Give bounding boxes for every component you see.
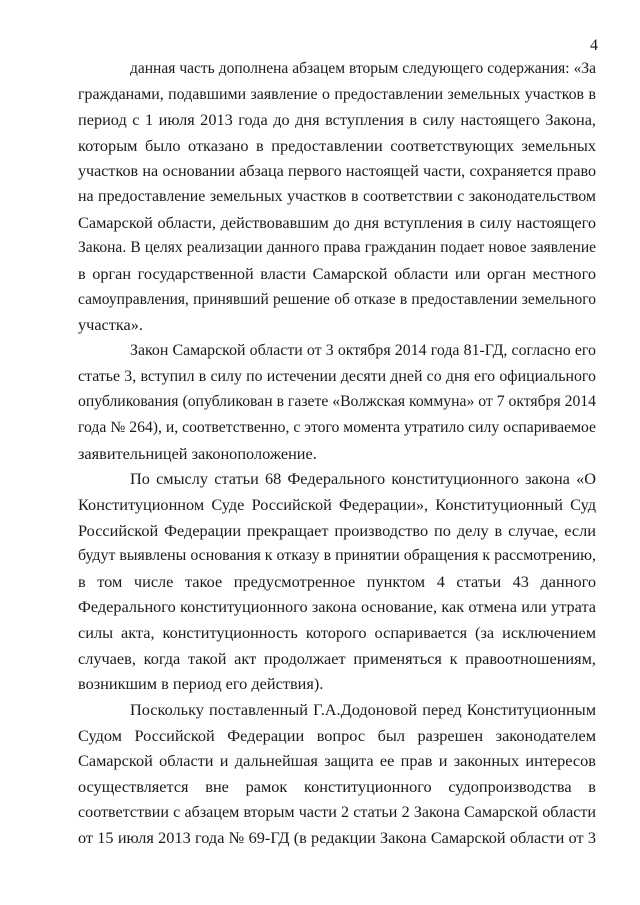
text-line: от 15 июля 2013 года № 69-ГД (в редакции Закона Самарской области от 3 xyxy=(78,828,596,848)
text-line: заявительницей законоположение. xyxy=(78,443,317,463)
text-line: статье 3, вступил в силу по истечении десяти дней со дня его официального xyxy=(78,367,596,385)
page-number: 4 xyxy=(590,37,598,54)
text-line: Закона. В целях реализации данного права гражданин подает новое заявление xyxy=(78,239,596,257)
text-line: гражданами, подавшими заявление о предоставлении земельных участков в xyxy=(78,85,596,103)
text-line: будут выявлены основания к отказу в принятии обращения к рассмотрению, xyxy=(78,547,596,565)
text-line: Самарской области и дальнейшая защита ее прав и законных интересов xyxy=(78,751,596,771)
text-line: года № 264), и, соответственно, с этого момента утратило силу оспариваемое xyxy=(78,418,596,436)
text-line: участка». xyxy=(78,315,143,335)
text-line: период с 1 июля 2013 года до дня вступления в силу настоящего Закона, xyxy=(78,110,596,130)
text-line: на предоставление земельных участков в соответствии с законодательством xyxy=(78,188,596,206)
text-line: По смыслу статьи 68 Федерального конституционного закона «О xyxy=(130,469,596,489)
text-line: в орган государственной власти Самарской области или орган местного xyxy=(78,264,596,284)
text-line: в том числе такое предусмотренное пунктом 4 статьи 43 данного xyxy=(78,571,596,591)
text-line: Судом Российской Федерации вопрос был разрешен законодателем xyxy=(78,725,596,745)
text-line: соответствии с абзацем вторым части 2 статьи 2 Закона Самарской области xyxy=(78,803,596,821)
text-line: участков на основании абзаца первого настоящей части, сохраняется право xyxy=(78,162,596,180)
text-line: Поскольку поставленный Г.А.Додоновой перед Конституционным xyxy=(130,700,596,720)
text-line: Федерального конституционного закона основание, как отмена или утрата xyxy=(78,597,596,617)
document-body xyxy=(78,56,596,851)
text-line: Закон Самарской области от 3 октября 2014 года 81-ГД, согласно его xyxy=(130,342,596,360)
text-line: данная часть дополнена абзацем вторым следующего содержания: «За xyxy=(130,60,596,77)
text-line: случаев, когда такой акт продолжает применяться к правоотношениям, xyxy=(78,648,596,668)
text-line: возникшим в период его действия). xyxy=(78,674,324,694)
text-line: Конституционном Суде Российской Федерации», Конституционный Суд xyxy=(78,494,596,514)
text-line: силы акта, конституционность которого оспаривается (за исключением xyxy=(78,623,596,643)
text-line: Российской Федерации прекращает производство по делу в случае, если xyxy=(78,520,596,540)
text-line: которым было отказано в предоставлении соответствующих земельных xyxy=(78,135,596,155)
text-line: опубликования (опубликован в газете «Волжская коммуна» от 7 октября 2014 xyxy=(78,393,596,411)
text-line: самоуправления, принявший решение об отказе в предоставлении земельного xyxy=(78,290,596,308)
text-line: Самарской области, действовавшим до дня вступления в силу настоящего xyxy=(78,212,596,232)
text-line: осуществляется вне рамок конституционного судопроизводства в xyxy=(78,776,596,796)
